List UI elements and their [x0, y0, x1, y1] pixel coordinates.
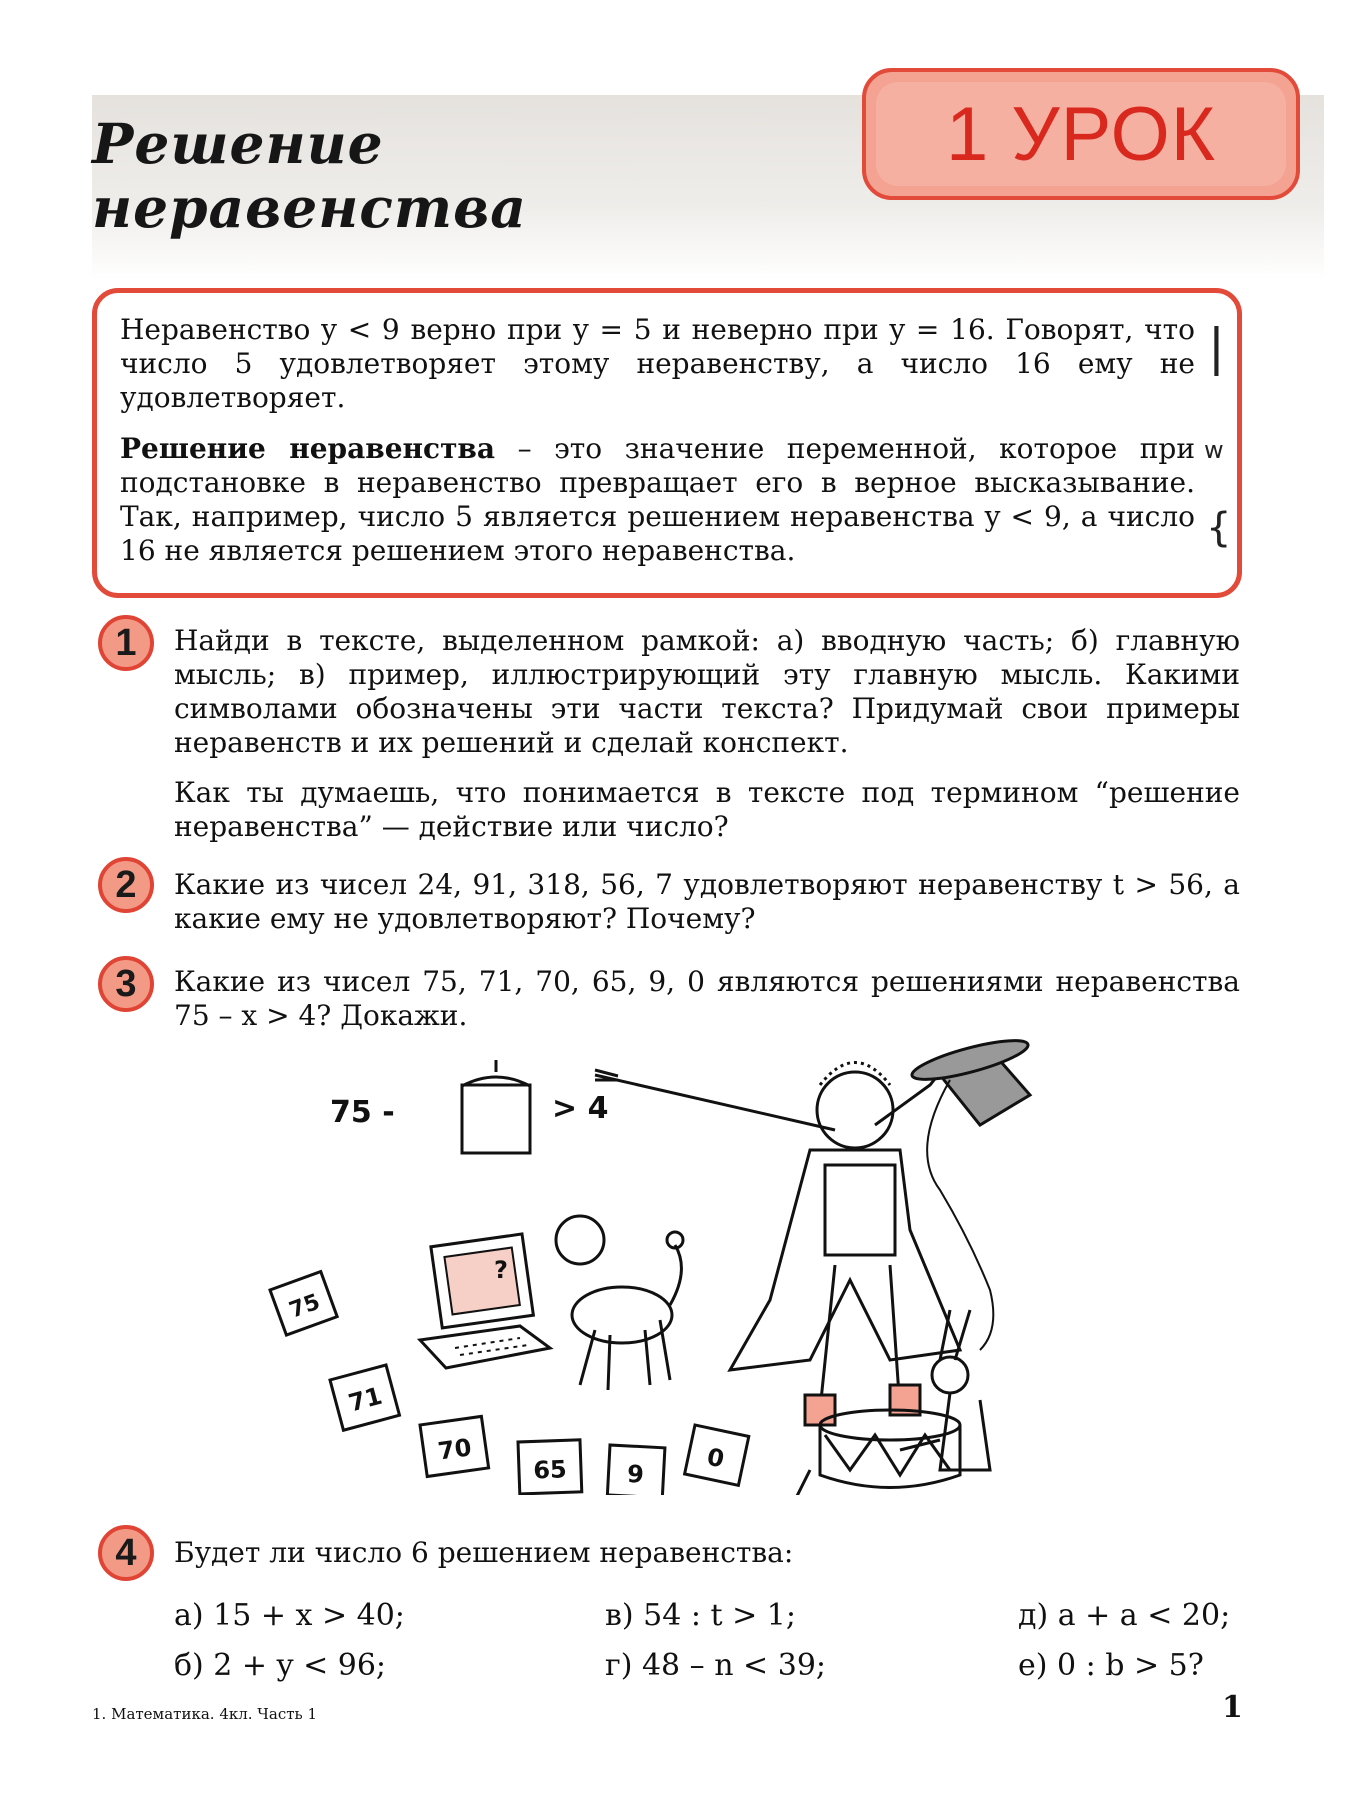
formula-left: 75 -: [330, 1095, 395, 1130]
number-card: [270, 1272, 337, 1336]
task-number-4: 4: [98, 1525, 154, 1581]
frame-definition-paragraph: [120, 432, 1195, 568]
page-number: 1: [1222, 1690, 1243, 1725]
card-label: 75: [286, 1289, 324, 1324]
card-label: 71: [345, 1381, 386, 1418]
task-4-text: Будет ли число 6 решением неравенства:: [174, 1536, 794, 1569]
inequality-g: г) 48 – n < 39;: [605, 1648, 827, 1683]
poodle-icon: [556, 1216, 683, 1390]
computer-icon: [420, 1234, 550, 1368]
definition-body: – это значение переменной, которое при подстановке в неравенство превращает его в верное высказывание. Так, например, число 5 является решением неравенства y < 9, а число 16 не является решением этого неравенства.: [120, 432, 1195, 567]
inequality-e: е) 0 : b > 5?: [1018, 1648, 1204, 1683]
frame-intro-paragraph: Неравенство y < 9 верно при y = 5 и неверно при y = 16. Говорят, что число 5 удовлетворяет этому неравенству, а число 16 ему не удовлетворяет.: [120, 313, 1195, 414]
lesson-badge-label: 1 УРОК: [945, 91, 1217, 177]
inequality-v: в) 54 : t > 1;: [605, 1598, 796, 1633]
definition-term: Решение неравенства: [120, 432, 496, 465]
inequality-a: а) 15 + x > 40;: [174, 1598, 405, 1633]
task-2-text: Какие из чисел 24, 91, 318, 56, 7 удовлетворяют неравенству t > 56, а какие ему не удовлетворяют? Почему?: [174, 868, 1240, 935]
card-label: 9: [626, 1459, 645, 1489]
magician-illustration: [250, 1030, 1130, 1495]
task-number-2: 2: [98, 857, 154, 913]
card-label: 65: [532, 1455, 568, 1485]
card-label: 70: [436, 1433, 474, 1466]
page-title: [92, 112, 527, 240]
number-card: [518, 1440, 582, 1494]
task-1-question: Как ты думаешь, что понимается в тексте под термином “решение неравенства” — действие или число?: [174, 776, 1240, 843]
margin-brace-mark: {: [1206, 505, 1232, 551]
inequality-d: д) a + a < 20;: [1018, 1598, 1231, 1633]
number-card: [420, 1416, 489, 1476]
footer-source: 1. Математика. 4кл. Часть 1: [92, 1705, 318, 1723]
screen-question-mark: ?: [494, 1256, 508, 1284]
number-card: [685, 1425, 749, 1485]
magician-icon: [595, 1060, 960, 1495]
lesson-badge: [862, 68, 1300, 200]
box-drawing: [462, 1060, 530, 1153]
margin-w-mark: w: [1204, 436, 1224, 464]
margin-bar-mark: |: [1208, 318, 1225, 376]
number-card: [607, 1445, 665, 1495]
drum-icon: [820, 1410, 960, 1488]
task-number-1: 1: [98, 615, 154, 671]
inequality-b: б) 2 + y < 96;: [174, 1648, 387, 1683]
title-line-1: Решение: [92, 111, 384, 176]
task-number-3: 3: [98, 956, 154, 1012]
top-hat-icon: [909, 1033, 1031, 1350]
formula-right: > 4: [552, 1091, 609, 1126]
lesson-badge-inner: [876, 82, 1286, 186]
task-3-text: Какие из чисел 75, 71, 70, 65, 9, 0 являются решениями неравенства 75 – x > 4? Докажи.: [174, 965, 1240, 1032]
task-1-text: Найди в тексте, выделенном рамкой: а) вводную часть; б) главную мысль; в) пример, иллюстрирующий эту главную мысль. Какими символами обозначены эти части текста? Придумай свои примеры неравенств и их решений и сделай конспект.: [174, 624, 1240, 759]
card-label: 0: [704, 1442, 727, 1474]
number-card: [330, 1365, 399, 1430]
title-line-2: неравенства: [92, 175, 527, 240]
